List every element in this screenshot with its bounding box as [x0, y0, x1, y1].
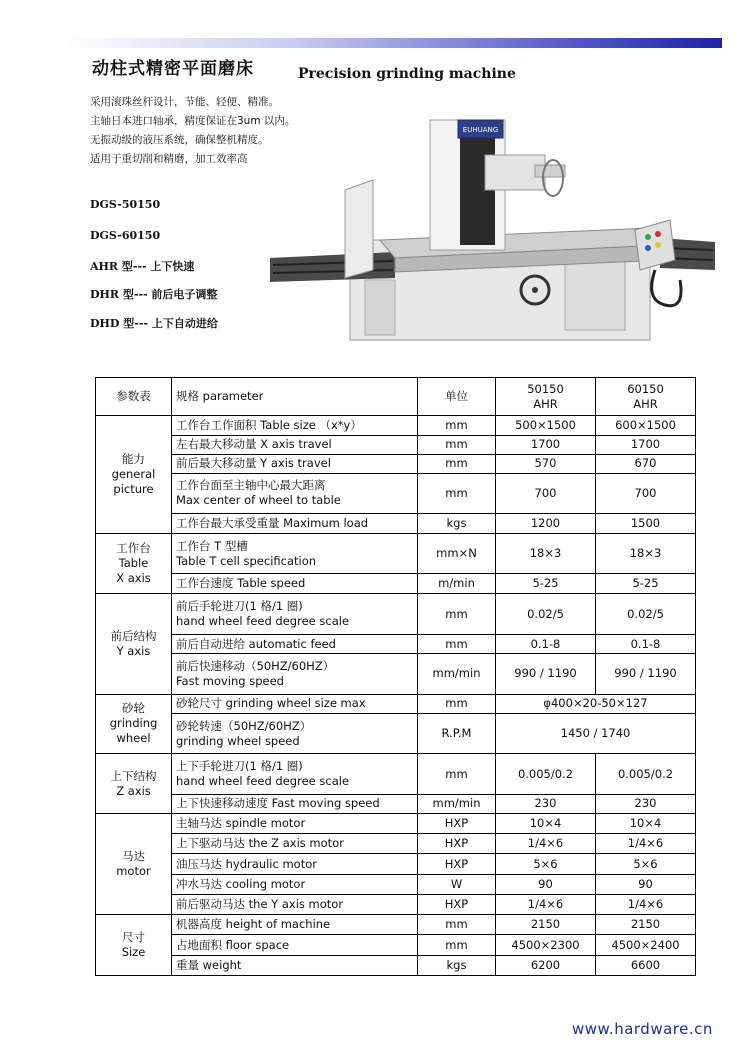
- value-cell: 500×1500: [496, 416, 596, 435]
- unit-cell: mm: [418, 454, 496, 473]
- group-general: 能力 general picture: [96, 416, 172, 533]
- feature-line: 无振动级的液压系统，确保整机精度。: [90, 134, 269, 146]
- param-cell: 重量 weight: [172, 955, 418, 975]
- param-cell: 机器高度 height of machine: [172, 915, 418, 935]
- table-row: [96, 454, 696, 473]
- value-cell: 0.1-8: [496, 634, 596, 653]
- header-parameter: 规格 parameter: [172, 378, 418, 416]
- group-z-axis: 上下结构 Z axis: [96, 754, 172, 814]
- model-type: DHR 型--- 前后电子调整: [90, 288, 218, 301]
- param-cell: 前后快速移动（50HZ/60HZ） Fast moving speed: [172, 654, 418, 694]
- param-cell: 上下手轮进刀(1 格/1 圈) hand wheel feed degree scale: [172, 754, 418, 794]
- param-cell: 工作台工作面积 Table size （x*y）: [172, 416, 418, 435]
- unit-cell: m/min: [418, 574, 496, 594]
- value-cell: 700: [596, 474, 696, 513]
- param-cell: 主轴马达 spindle motor: [172, 814, 418, 834]
- value-cell: 670: [596, 454, 696, 473]
- footer-url[interactable]: www.hardware.cn: [572, 1020, 713, 1038]
- param-cell: 砂轮转速（50HZ/60HZ） grinding wheel speed: [172, 713, 418, 753]
- table-row: [96, 894, 696, 914]
- value-cell: 6200: [496, 955, 596, 975]
- value-cell: 0.005/0.2: [596, 754, 696, 794]
- param-cell: 前后自动进给 automatic feed: [172, 634, 418, 653]
- spec-table: [95, 377, 696, 976]
- value-cell: 230: [496, 794, 596, 813]
- table-row: [96, 794, 696, 813]
- unit-cell: mm: [418, 435, 496, 454]
- value-cell: 570: [496, 454, 596, 473]
- value-cell: 18×3: [496, 533, 596, 573]
- unit-cell: mm: [418, 935, 496, 955]
- param-cell: 油压马达 hydraulic motor: [172, 854, 418, 874]
- group-size: 尺寸 Size: [96, 915, 172, 976]
- header-model-50150: 50150 AHR: [496, 378, 596, 416]
- param-cell: 工作台最大承受重量 Maximum load: [172, 513, 418, 533]
- model-type: AHR 型--- 上下快速: [90, 260, 195, 273]
- table-row: [96, 574, 696, 594]
- value-cell: 600×1500: [596, 416, 696, 435]
- param-cell: 工作台速度 Table speed: [172, 574, 418, 594]
- param-cell: 上下快速移动速度 Fast moving speed: [172, 794, 418, 813]
- header-unit: 单位: [418, 378, 496, 416]
- table-row: [96, 474, 696, 513]
- unit-cell: HXP: [418, 834, 496, 854]
- table-row: [96, 694, 696, 713]
- machine-logo: EUHUANG: [462, 126, 499, 134]
- value-cell: 1700: [496, 435, 596, 454]
- table-row: [96, 754, 696, 794]
- param-cell: 左右最大移动量 X axis travel: [172, 435, 418, 454]
- value-cell: 10×4: [596, 814, 696, 834]
- model-name: DGS-60150: [90, 229, 161, 242]
- value-cell: 90: [596, 874, 696, 894]
- unit-cell: mm: [418, 594, 496, 634]
- unit-cell: mm: [418, 634, 496, 653]
- feature-line: 主轴日本进口轴承，精度保证在3um 以内。: [90, 115, 296, 127]
- value-cell: 0.02/5: [596, 594, 696, 634]
- value-cell: 1500: [596, 513, 696, 533]
- table-row: [96, 915, 696, 935]
- group-table-x: 工作台 Table X axis: [96, 533, 172, 594]
- group-motor: 马达 motor: [96, 814, 172, 915]
- param-cell: 前后驱动马达 the Y axis motor: [172, 894, 418, 914]
- param-cell: 上下驱动马达 the Z axis motor: [172, 834, 418, 854]
- table-row: [96, 594, 696, 634]
- table-row: [96, 935, 696, 955]
- value-cell: 90: [496, 874, 596, 894]
- table-row: [96, 955, 696, 975]
- table-row: [96, 533, 696, 573]
- param-cell: 工作台 T 型槽 Table T cell specification: [172, 533, 418, 573]
- unit-cell: mm: [418, 474, 496, 513]
- feature-line: 适用于重切削和精磨，加工效率高: [90, 153, 248, 165]
- value-cell: 10×4: [496, 814, 596, 834]
- unit-cell: HXP: [418, 894, 496, 914]
- table-row: [96, 634, 696, 653]
- value-cell: 1/4×6: [596, 834, 696, 854]
- model-name: DGS-50150: [90, 198, 161, 211]
- value-cell: 4500×2300: [496, 935, 596, 955]
- value-cell: 1200: [496, 513, 596, 533]
- value-cell: 1/4×6: [496, 894, 596, 914]
- unit-cell: mm/min: [418, 654, 496, 694]
- unit-cell: kgs: [418, 513, 496, 533]
- unit-cell: mm×N: [418, 533, 496, 573]
- unit-cell: W: [418, 874, 496, 894]
- page-title-cn: 动柱式精密平面磨床: [92, 59, 254, 79]
- value-cell: 5×6: [596, 854, 696, 874]
- unit-cell: HXP: [418, 814, 496, 834]
- param-cell: 砂轮尺寸 grinding wheel size max: [172, 694, 418, 713]
- value-cell: 5-25: [596, 574, 696, 594]
- value-cell: 1700: [596, 435, 696, 454]
- value-cell: 700: [496, 474, 596, 513]
- model-type: DHD 型--- 上下自动进给: [90, 317, 218, 330]
- value-cell: 18×3: [596, 533, 696, 573]
- unit-cell: mm: [418, 754, 496, 794]
- table-row: [96, 713, 696, 753]
- unit-cell: mm: [418, 694, 496, 713]
- value-cell: 2150: [496, 915, 596, 935]
- value-cell: 0.1-8: [596, 634, 696, 653]
- group-y-axis: 前后结构 Y axis: [96, 594, 172, 694]
- table-row: [96, 874, 696, 894]
- param-cell: 前后手轮进刀(1 格/1 圈) hand wheel feed degree scale: [172, 594, 418, 634]
- header-gradient-bar: [60, 38, 722, 48]
- feature-line: 采用滚珠丝杆设计，节能、轻便、精准。: [90, 96, 279, 108]
- value-cell: 0.005/0.2: [496, 754, 596, 794]
- value-cell: 4500×2400: [596, 935, 696, 955]
- value-cell: 990 / 1190: [496, 654, 596, 694]
- value-cell: 2150: [596, 915, 696, 935]
- param-cell: 工作台面至主轴中心最大距离 Max center of wheel to table: [172, 474, 418, 513]
- table-row: [96, 654, 696, 694]
- page-title-en: Precision grinding machine: [298, 66, 516, 82]
- table-row: [96, 435, 696, 454]
- unit-cell: R.P.M: [418, 713, 496, 753]
- value-cell: 5×6: [496, 854, 596, 874]
- unit-cell: HXP: [418, 854, 496, 874]
- table-row: [96, 513, 696, 533]
- value-cell: φ400×20-50×127: [496, 694, 696, 713]
- value-cell: 0.02/5: [496, 594, 596, 634]
- unit-cell: mm: [418, 915, 496, 935]
- grinding-machine-image: [265, 110, 720, 350]
- unit-cell: kgs: [418, 955, 496, 975]
- table-row: [96, 416, 696, 435]
- value-cell: 5-25: [496, 574, 596, 594]
- unit-cell: mm/min: [418, 794, 496, 813]
- param-cell: 前后最大移动量 Y axis travel: [172, 454, 418, 473]
- value-cell: 1450 / 1740: [496, 713, 696, 753]
- value-cell: 1/4×6: [496, 834, 596, 854]
- table-row: [96, 814, 696, 834]
- value-cell: 990 / 1190: [596, 654, 696, 694]
- table-row: [96, 834, 696, 854]
- value-cell: 1/4×6: [596, 894, 696, 914]
- group-grinding-wheel: 砂轮 grinding wheel: [96, 694, 172, 754]
- value-cell: 230: [596, 794, 696, 813]
- param-cell: 占地面积 floor space: [172, 935, 418, 955]
- header-params-table: 参数表: [96, 378, 172, 416]
- unit-cell: mm: [418, 416, 496, 435]
- param-cell: 冲水马达 cooling motor: [172, 874, 418, 894]
- value-cell: 6600: [596, 955, 696, 975]
- table-header-row: [96, 378, 696, 416]
- header-model-60150: 60150 AHR: [596, 378, 696, 416]
- table-row: [96, 854, 696, 874]
